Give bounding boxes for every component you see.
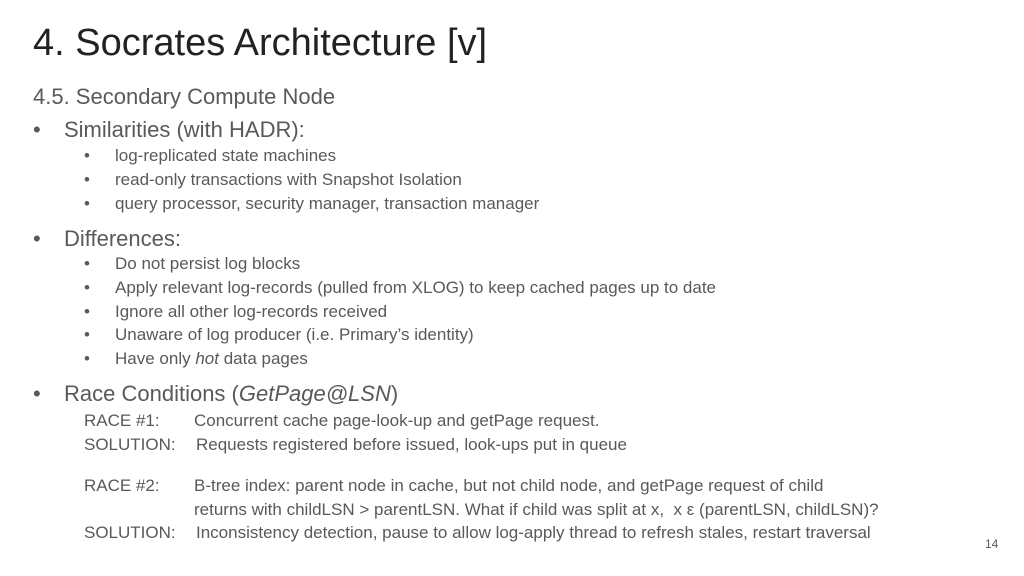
bullet-race-conditions: • Race Conditions (GetPage@LSN): [33, 381, 399, 406]
list-item: • log-replicated state machines: [84, 146, 337, 165]
solution1-text: Requests registered before issued, look-ups put in queue: [196, 435, 627, 454]
race2-label: RACE #2:: [84, 476, 160, 495]
solution2-label: SOLUTION:: [84, 523, 176, 542]
list-item: • query processor, security manager, transaction manager: [84, 194, 540, 213]
list-item: • Unaware of log producer (i.e. Primary’s identity): [84, 325, 474, 344]
bullet-icon: •: [84, 254, 90, 273]
race2-text-line2: returns with childLSN > parentLSN. What if child was split at x, x ε (parentLSN, childLSN)?: [194, 500, 879, 519]
race-2: [84, 476, 823, 496]
list-item: • Have only hot data pages: [84, 349, 308, 368]
list-item: • Do not persist log blocks: [84, 254, 301, 273]
solution-1: [84, 435, 627, 455]
differences-heading: Differences:: [64, 226, 181, 251]
list-item: • Ignore all other log-records received: [84, 302, 388, 321]
similarities-heading: Similarities (with HADR):: [64, 117, 305, 142]
bullet-icon: •: [84, 194, 90, 213]
bullet-icon: •: [84, 170, 90, 189]
bullet-icon: •: [33, 117, 41, 142]
race1-label: RACE #1:: [84, 411, 160, 430]
solution-2: [84, 523, 871, 543]
slide-title: 4. Socrates Architecture [v]: [33, 22, 488, 64]
solution1-label: SOLUTION:: [84, 435, 176, 454]
solution2-text: Inconsistency detection, pause to allow log-apply thread to refresh stales, restart traversal: [196, 523, 871, 542]
race1-text: Concurrent cache page-look-up and getPage request.: [194, 411, 600, 430]
bullet-icon: •: [84, 146, 90, 165]
page-number: 14: [985, 537, 999, 551]
bullet-icon: •: [33, 381, 41, 406]
race-1: [84, 411, 599, 431]
bullet-icon: •: [84, 278, 90, 297]
bullet-similarities: [33, 117, 305, 143]
bullet-icon: •: [84, 349, 90, 368]
list-item: • read-only transactions with Snapshot Isolation: [84, 170, 462, 189]
list-item: • Apply relevant log-records (pulled from XLOG) to keep cached pages up to date: [84, 278, 717, 297]
bullet-icon: •: [84, 302, 90, 321]
section-subtitle: 4.5. Secondary Compute Node: [33, 84, 336, 109]
race2-text-line1: B-tree index: parent node in cache, but not child node, and getPage request of child: [194, 476, 824, 495]
bullet-icon: •: [84, 325, 90, 344]
bullet-icon: •: [33, 226, 41, 251]
bullet-differences: [33, 226, 181, 252]
